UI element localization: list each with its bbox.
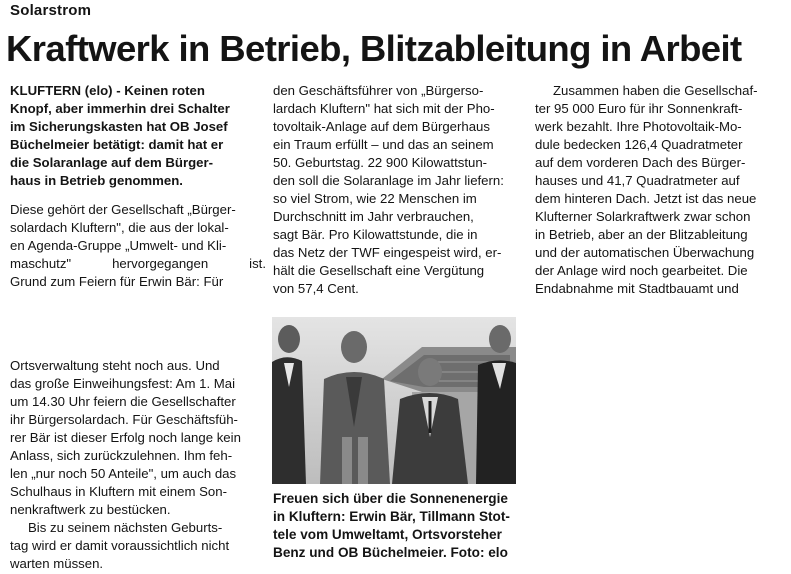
text-line: nenkraftwerk zu bestücken. xyxy=(10,502,171,517)
text-line: lardach Kluftern" hat sich mit der Pho- xyxy=(273,101,495,116)
lead-paragraph xyxy=(10,82,266,190)
headline: Kraftwerk in Betrieb, Blitzableitung in Arbeit xyxy=(6,28,742,69)
text-line: Grund zum Feiern für Erwin Bär: Für xyxy=(10,274,224,289)
text-line: Endabnahme mit Stadtbauamt und xyxy=(535,281,739,296)
text-line: tovoltaik-Anlage auf dem Bürgerhaus xyxy=(273,119,490,134)
text-line: das Netz der TWF eingespeist wird, er- xyxy=(273,245,502,260)
text-line: sagt Bär. Pro Kilowattstunde, die in xyxy=(273,227,478,242)
text-line: in Betrieb, aber an der Blitzableitung xyxy=(535,227,748,242)
text-line: Klufterner Solarkraftwerk zwar schon xyxy=(535,209,751,224)
text-line: Diese gehört der Gesellschaft „Bürger- xyxy=(10,202,236,217)
lead-line: im Sicherungskasten hat OB Josef xyxy=(10,119,228,134)
text-line: maschutz" hervorgegangen ist. xyxy=(10,256,266,271)
text-line: hauses und 41,7 Quadratmeter auf xyxy=(535,173,740,188)
text-line: Ortsverwaltung steht noch aus. Und xyxy=(10,358,220,373)
text-line: dem hinteren Dach. Jetzt ist das neue xyxy=(535,191,757,206)
text-line: auf dem vorderen Dach des Bürger- xyxy=(535,155,746,170)
photo-caption xyxy=(273,490,529,562)
lead-line: Büchelmeier betätigt: damit hat er xyxy=(10,137,224,152)
text-line: hält die Gesellschaft eine Vergütung xyxy=(273,263,485,278)
lead-line: Knopf, aber immerhin drei Schalter xyxy=(10,101,230,116)
text-line: werk bezahlt. Ihre Photovoltaik-Mo- xyxy=(535,119,742,134)
body-paragraph xyxy=(10,519,266,573)
text-line: den soll die Solaranlage im Jahr liefern: xyxy=(273,173,504,188)
text-line: 50. Geburtstag. 22 900 Kilowattstun- xyxy=(273,155,488,170)
text-line: dule bedecken 126,4 Quadratmeter xyxy=(535,137,743,152)
text-line: ein Traum erfüllt – und das an seinem xyxy=(273,137,494,152)
text-line: von 57,4 Cent. xyxy=(273,281,359,296)
article-column-3 xyxy=(535,82,779,298)
body-paragraph xyxy=(10,357,266,519)
text-line: solardach Kluftern", die aus der lokal- xyxy=(10,220,229,235)
lead-line: KLUFTERN (elo) - Keinen roten xyxy=(10,83,205,98)
text-line: so viel Strom, wie 22 Menschen im xyxy=(273,191,477,206)
text-line: das große Einweihungsfest: Am 1. Mai xyxy=(10,376,236,391)
text-line: den Geschäftsführer von „Bürgerso- xyxy=(273,83,484,98)
caption-line: in Kluftern: Erwin Bär, Tillmann Stot- xyxy=(273,509,510,524)
article-column-4 xyxy=(10,357,266,573)
text-line: len „nur noch 50 Anteile", um auch das xyxy=(10,466,237,481)
caption-line: tele vom Umweltamt, Ortsvorsteher xyxy=(273,527,502,542)
body-paragraph xyxy=(273,82,514,298)
text-line: Zusammen haben die Gesellschaf- xyxy=(553,83,758,98)
text-line: und der automatischen Überwachung xyxy=(535,245,755,260)
text-line: Anlass, sich zurückzulehnen. Ihm feh- xyxy=(10,448,233,463)
text-line: rer Bär ist dieser Erfolg noch lange kein xyxy=(10,430,241,445)
section-label: Solarstrom xyxy=(10,2,92,19)
text-line: en Agenda-Gruppe „Umwelt- und Kli- xyxy=(10,238,227,253)
lead-line: die Solaranlage auf dem Bürger- xyxy=(10,155,213,170)
text-line: Durchschnitt im Jahr verbrauchen, xyxy=(273,209,474,224)
text-line: der Anlage wird noch gearbeitet. Die xyxy=(535,263,748,278)
text-line: ihr Bürgersolardach. Für Geschäftsfüh- xyxy=(10,412,238,427)
lead-line: haus in Betrieb genommen. xyxy=(10,173,183,188)
photo-image xyxy=(272,317,516,484)
text-line: um 14.30 Uhr feiern die Gesellschafter xyxy=(10,394,236,409)
body-paragraph xyxy=(535,82,779,298)
article-column-1 xyxy=(10,82,266,291)
caption-line: Freuen sich über die Sonnenenergie xyxy=(273,491,508,506)
text-line: Schulhaus in Kluftern mit einem Son- xyxy=(10,484,227,499)
text-line: Bis zu seinem nächsten Geburts- xyxy=(28,520,223,535)
text-line: ter 95 000 Euro für ihr Sonnenkraft- xyxy=(535,101,743,116)
caption-line: Benz und OB Büchelmeier. Foto: elo xyxy=(273,545,508,560)
article-column-2 xyxy=(273,82,514,298)
text-line: tag wird er damit voraussichtlich nicht xyxy=(10,538,230,553)
body-paragraph xyxy=(10,201,266,291)
news-photo xyxy=(272,317,516,484)
text-line: warten müssen. xyxy=(10,556,104,571)
